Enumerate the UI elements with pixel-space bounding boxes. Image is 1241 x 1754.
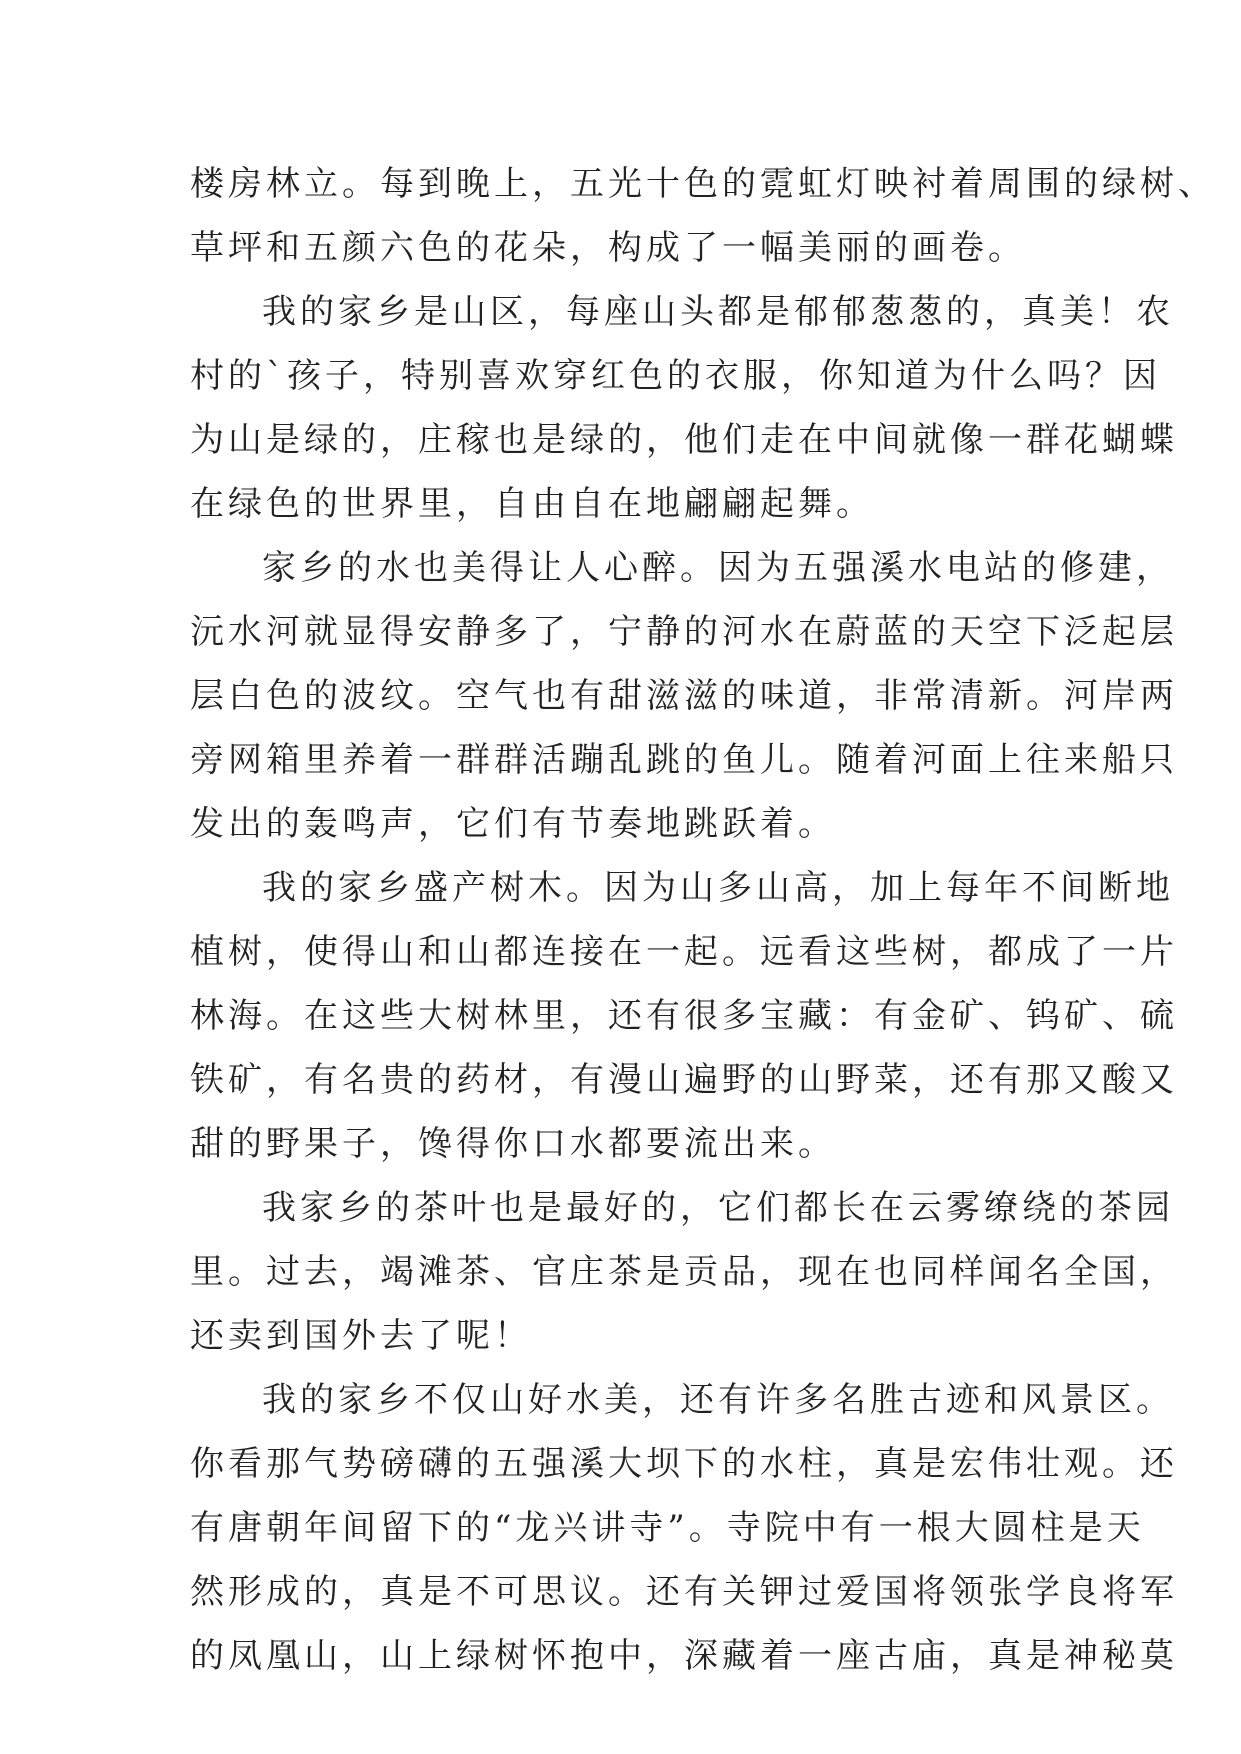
text-line: 有唐朝年间留下的“龙兴讲寺”。寺院中有一根大圆柱是天 <box>190 1508 1145 1548</box>
text-line: 里。过去，竭滩茶、官庄茶是贡品，现在也同样闻名全国， <box>190 1252 1178 1292</box>
text-line: 在绿色的世界里，自由自在地翩翩起舞。 <box>190 484 874 524</box>
text-line: 的凤凰山，山上绿树怀抱中，深藏着一座古庙，真是神秘莫 <box>190 1636 1178 1676</box>
text-line: 发出的轰鸣声，它们有节奏地跳跃着。 <box>190 804 836 844</box>
text-line: 然形成的，真是不可思议。还有关钾过爱国将领张学良将军 <box>190 1572 1178 1612</box>
paragraph-first-line: 我家乡的茶叶也是最好的，它们都长在云雾缭绕的茶园 <box>262 1188 1174 1228</box>
text-line: 甜的野果子，馋得你口水都要流出来。 <box>190 1124 836 1164</box>
text-line: 铁矿，有名贵的药材，有漫山遍野的山野菜，还有那又酸又 <box>190 1060 1178 1100</box>
paragraph-first-line: 我的家乡是山区，每座山头都是郁郁葱葱的，真美！农 <box>262 292 1174 332</box>
paragraph-first-line: 我的家乡盛产树木。因为山多山高，加上每年不间断地 <box>262 868 1174 908</box>
paragraph-first-line: 我的家乡不仅山好水美，还有许多名胜古迹和风景区。 <box>262 1380 1174 1420</box>
text-line: 楼房林立。每到晚上，五光十色的霓虹灯映衬着周围的绿树、 <box>190 164 1216 204</box>
text-line: 林海。在这些大树林里，还有很多宝藏：有金矿、钨矿、硫 <box>190 996 1178 1036</box>
text-line: 旁网箱里养着一群群活蹦乱跳的鱼儿。随着河面上往来船只 <box>190 740 1178 780</box>
text-line: 沅水河就显得安静多了，宁静的河水在蔚蓝的天空下泛起层 <box>190 612 1178 652</box>
paragraph-first-line: 家乡的水也美得让人心醉。因为五强溪水电站的修建， <box>262 548 1174 588</box>
text-line: 层白色的波纹。空气也有甜滋滋的味道，非常清新。河岸两 <box>190 676 1178 716</box>
text-line: 为山是绿的，庄稼也是绿的，他们走在中间就像一群花蝴蝶 <box>190 420 1178 460</box>
text-line: 还卖到国外去了呢！ <box>190 1316 532 1356</box>
text-line: 你看那气势磅礴的五强溪大坝下的水柱，真是宏伟壮观。还 <box>190 1444 1178 1484</box>
text-line: 草坪和五颜六色的花朵，构成了一幅美丽的画卷。 <box>190 228 1026 268</box>
text-line: 植树，使得山和山都连接在一起。远看这些树，都成了一片 <box>190 932 1178 972</box>
text-line: 村的`孩子，特别喜欢穿红色的衣服，你知道为什么吗？因 <box>190 356 1161 396</box>
essay-body <box>190 152 1216 1688</box>
